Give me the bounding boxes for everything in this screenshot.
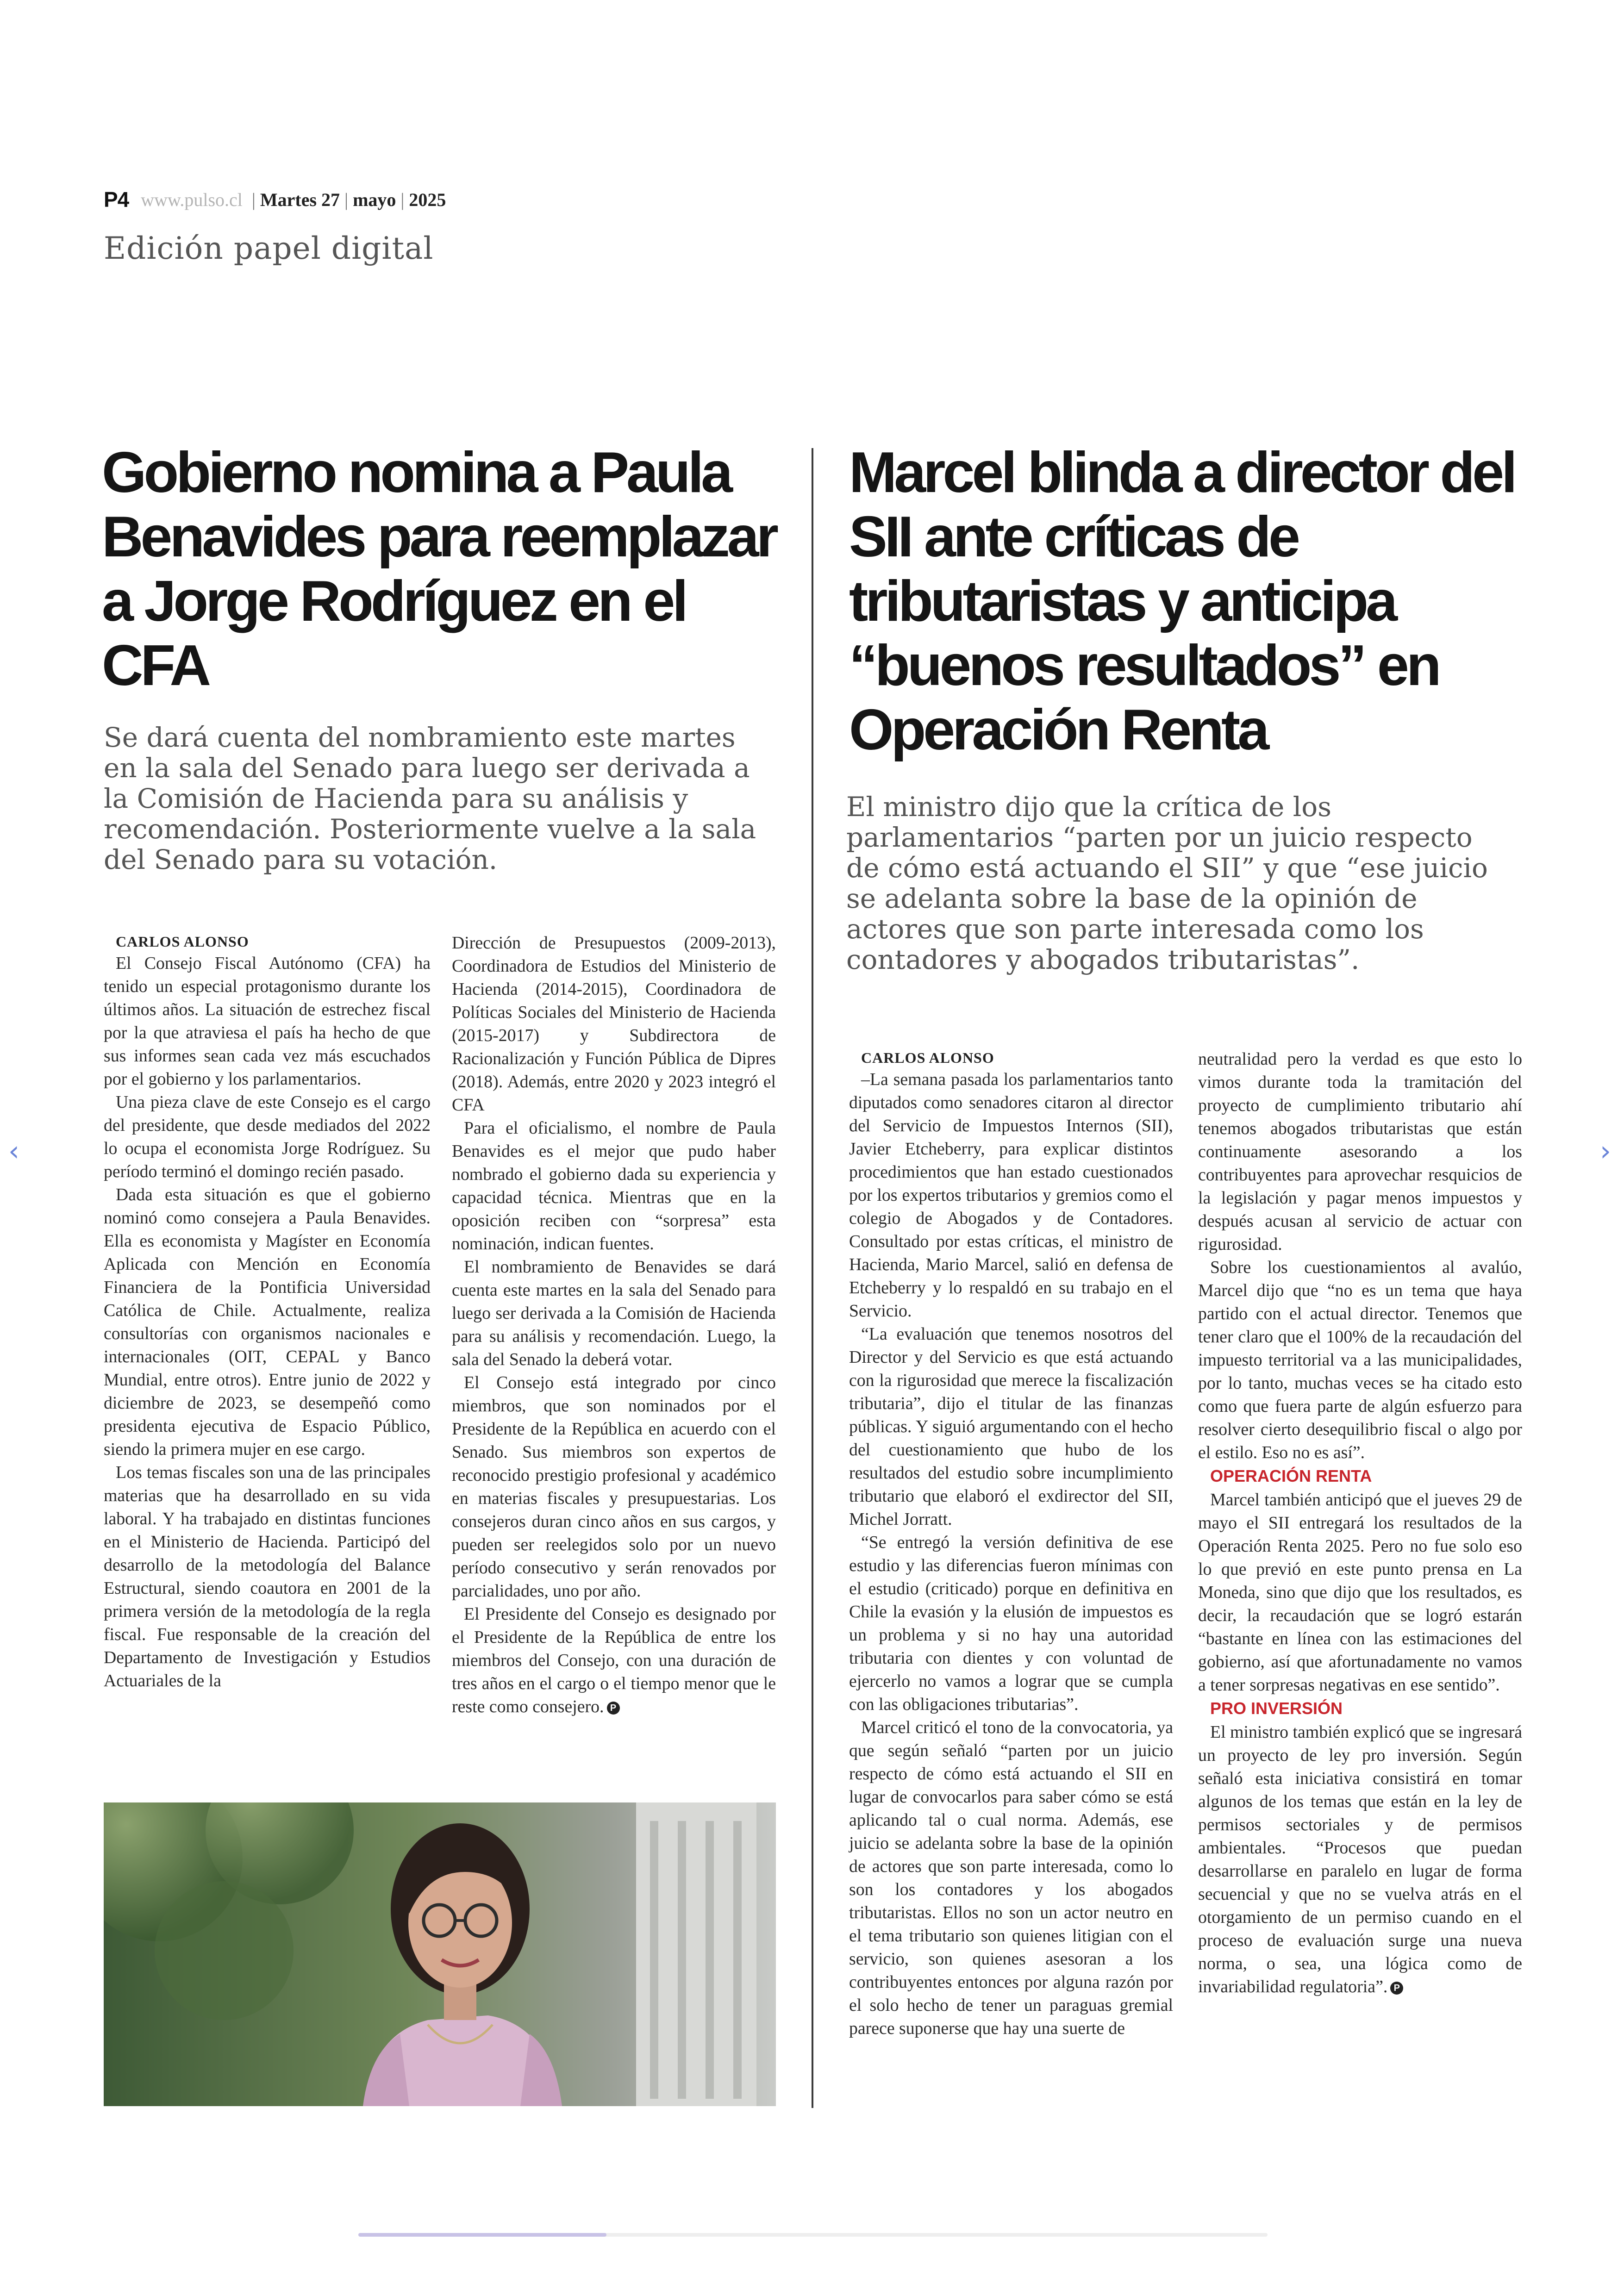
article2-headline: Marcel blinda a director del SII ante críticas de tributaristas y anticipa “buenos resultados” en Operación Renta xyxy=(849,441,1515,762)
paragraph-last xyxy=(1198,1721,1522,1998)
paragraph-continued: neutralidad pero la verdad es que esto lo vimos durante toda la tramitación del proyecto de cumplimiento tributario ahí tenemos abogados tributaristas que están continuamente asesorando a los contribuyentes para aprovechar resquicios de la legislación y pagar menos impuestos y después acusan al servicio de actuar con rigurosidad. xyxy=(1198,1049,1522,1254)
paragraph: “La evaluación que tenemos nosotros del Director y del Servicio es que está actuando con la rigurosidad que merece la fiscalización tributaria”, dijo el titular de las finanzas públicas. Y siguió argumentando con el hecho del cuestionamiento que hubo de los resultados del estudio sobre incumplimiento tributario que elaboró el exdirector del SII, Michel Jorratt. xyxy=(849,1324,1173,1529)
end-of-article-icon: P xyxy=(607,1702,620,1715)
article1-headline: Gobierno nomina a Paula Benavides para reemplazar a Jorge Rodríguez en el CFA xyxy=(102,441,776,698)
paragraph-text: El ministro también explicó que se ingresará un proyecto de ley pro inversión. Según señaló esta iniciativa consistirá en tomar algunos de los temas que están en la ley de permisos sectoriales y de permisos ambientales. “Procesos que puedan desarrollarse en paralelo en lugar de forma secuencial y que no se vuelva atrás en el otorgamiento de un permiso cuando en el proceso de evaluación surge una nueva norma, o sea, una lógica como de invariabilidad regulatoria”. xyxy=(1198,1722,1522,1996)
paragraph: El nombramiento de Benavides se dará cuenta este martes en la sala del Senado para luego ser derivada a la Comisión de Hacienda para su análisis y recomendación. Luego, la sala del Senado la deberá votar. xyxy=(452,1257,776,1369)
scrollbar-thumb[interactable] xyxy=(358,2233,606,2237)
paragraph: Los temas fiscales son una de las principales materias que ha desarrollado en su vida laboral. Y ha trabajado en distintas funciones en el Ministerio de Hacienda. Participó del desarrollo de la metodología del Balance Estructural, siendo coautora en 2001 de la primera versión de la metodología de la regla fiscal. Fue responsable de la creación del Departamento de Investigación y Estudios Actuariales de la xyxy=(104,1463,431,1690)
article1-byline: CARLOS ALONSO xyxy=(116,933,249,950)
paragraph: “Se entregó la versión definitiva de ese estudio y las diferencias fueron mínimas con el estudio (criticado) porque en definitiva en Chile la evasión y la elusión de impuestos es un problema y si no hay una autoridad tributaria con dientes y con voluntad de ejercerlo no vamos a lograr que se cumpla con las obligaciones tributarias”. xyxy=(849,1533,1173,1714)
subheading-operacion-renta: OPERACIÓN RENTA xyxy=(1210,1466,1372,1485)
separator: | xyxy=(251,189,256,210)
column-divider xyxy=(812,448,813,2108)
paragraph: Sobre los cuestionamientos al avalúo, Marcel dijo que “no es un tema que haya partido con el actual director. Tenemos que tener claro que el 100% de la recaudación del impuesto territorial va a las municipalidades, por lo tanto, muchas veces se ha citado esto como que fuera parte de algún esfuerzo para resolver cierto desequilibrio fiscal o algo por el estilo. Eso no es así”. xyxy=(1198,1258,1522,1462)
article1-column-2 xyxy=(452,931,776,1718)
article1-deck: Se dará cuenta del nombramiento este martes en la sala del Senado para luego ser derivada a la Comisión de Hacienda para su análisis y recomendación. Posteriormente vuelve a la sala del Senado para su votación. xyxy=(104,722,756,875)
subheading-pro-inversion: PRO INVERSIÓN xyxy=(1210,1699,1343,1718)
issue-year: 2025 xyxy=(409,189,446,210)
separator: | xyxy=(400,189,405,210)
end-of-article-icon: P xyxy=(1390,1982,1403,1995)
paragraph: Para el oficialismo, el nombre de Paula Benavides es el mejor que pudo haber nombrado el gobierno dada su experiencia y capacidad técnica. Mientras que en la oposición reciben con “sorpresa” esta nominación, indican fuentes. xyxy=(452,1118,776,1254)
separator: | xyxy=(344,189,349,210)
article2-deck: El ministro dijo que la crítica de los parlamentarios “parten por un juicio respecto de cómo está actuando el SII” y que “ese juicio se adelanta sobre la base de la opinión de actores que son parte interesada como los contadores y abogados tributaristas”. xyxy=(846,791,1488,975)
paragraph: El Consejo Fiscal Autónomo (CFA) ha tenido un especial protagonismo durante los últimos años. La situación de estrechez fiscal por la que atraviesa el país ha hecho de que sus informes sean cada vez más escuchados por el gobierno y los parlamentarios. xyxy=(104,954,431,1089)
edition-label: Edición papel digital xyxy=(104,231,434,266)
article2-byline: CARLOS ALONSO xyxy=(861,1049,994,1066)
issue-month: mayo xyxy=(353,189,396,210)
site-url[interactable]: www.pulso.cl xyxy=(141,189,243,210)
paragraph: Dada esta situación es que el gobierno nominó como consejera a Paula Benavides. Ella es economista y Magíster en Economía Aplicada con Mención en Economía Financiera de la Pontificia Universidad Católica de Chile. Actualmente, realiza consultorías con organismos nacionales e internacionales (OIT, CEPAL y Banco Mundial, entre otros). Entre junio de 2022 y diciembre de 2023, se desempeñó como presidenta ejecutiva de Espacio Público, siendo la primera mujer en ese cargo. xyxy=(104,1185,431,1459)
issue-date: Martes 27 xyxy=(260,189,340,210)
paragraph: –La semana pasada los parlamentarios tanto diputados como senadores citaron al director del Servicio de Impuestos Internos (SII), Javier Etcheberry, para explicar distintos procedimientos que han estado cuestionados por los expertos tributarios y gremios como el colegio de Abogados y de Contadores. Consultado por estas críticas, el ministro de Hacienda, Mario Marcel, salió en defensa de Etcheberry y lo respaldó en su trabajo en el Servicio. xyxy=(849,1070,1173,1321)
portrait-photo xyxy=(104,1802,776,2106)
paragraph-continued: Dirección de Presupuestos (2009-2013), Coordinadora de Estudios del Ministerio de Hacienda (2014-2015), Coordinadora de Políticas Sociales del Ministerio de Hacienda (2015-2017) y Subdirectora de Racionalización y Función Pública de Dipres (2018). Además, entre 2020 y 2023 integró el CFA xyxy=(452,933,776,1115)
page-number: P4 xyxy=(104,187,129,212)
previous-page-icon[interactable]: ‹ xyxy=(8,1135,19,1167)
article1-column-1 xyxy=(104,931,431,1692)
next-page-icon[interactable]: › xyxy=(1600,1135,1611,1167)
paragraph: Marcel criticó el tono de la convocatoria, ya que según señaló “parten por un juicio respecto de cómo está actuando el SII en lugar de convocarlos para saber cómo se está aplicando tal o cual norma. Además, ese juicio se adelanta sobre la base de la opinión de actores que son parte interesada, como lo son los contadores y los abogados tributaristas. Ellos no son un actor neutro en el tema tributario son quienes litigian con el servicio, son quienes asesoran a los contribuyentes entonces por alguna razón por el solo hecho de tener un paraguas gremial parece suponerse que hay una suerte de xyxy=(849,1718,1173,2038)
page-header xyxy=(104,187,446,212)
article2-column-2 xyxy=(1198,1048,1522,1998)
paragraph-text: El Presidente del Consejo es designado por el Presidente de la República de entre los miembros del Consejo, con una duración de tres años en el cargo o el tiempo menor que le reste como consejero. xyxy=(452,1604,776,1716)
article2-column-1 xyxy=(849,1048,1173,2040)
paragraph: Marcel también anticipó que el jueves 29 de mayo el SII entregará los resultados de la Operación Renta 2025. Pero no fue solo eso lo que previó en este punto prensa en La Moneda, sino que dijo que los resultados, es decir, la recaudación que se logró estarán “bastante en línea con las estimaciones del gobierno, así que afortunadamente no vamos a tener sorpresas negativas en ese sentido”. xyxy=(1198,1490,1522,1695)
paragraph: Una pieza clave de este Consejo es el cargo del presidente, que desde mediados del 2022 lo ocupa el economista Jorge Rodríguez. Su período terminó el domingo recién pasado. xyxy=(104,1092,431,1181)
paragraph-last xyxy=(452,1603,776,1718)
paragraph: El Consejo está integrado por cinco miembros, que son nominados por el Presidente de la República en acuerdo con el Senado. Sus miembros son expertos de reconocido prestigio profesional y académico en materias fiscales y presupuestarias. Los consejeros duran cinco años en sus cargos, y pueden ser reelegidos solo por un nuevo período consecutivo y serán renovados por parcialidades, uno por año. xyxy=(452,1373,776,1601)
portrait-illustration xyxy=(104,1802,776,2106)
